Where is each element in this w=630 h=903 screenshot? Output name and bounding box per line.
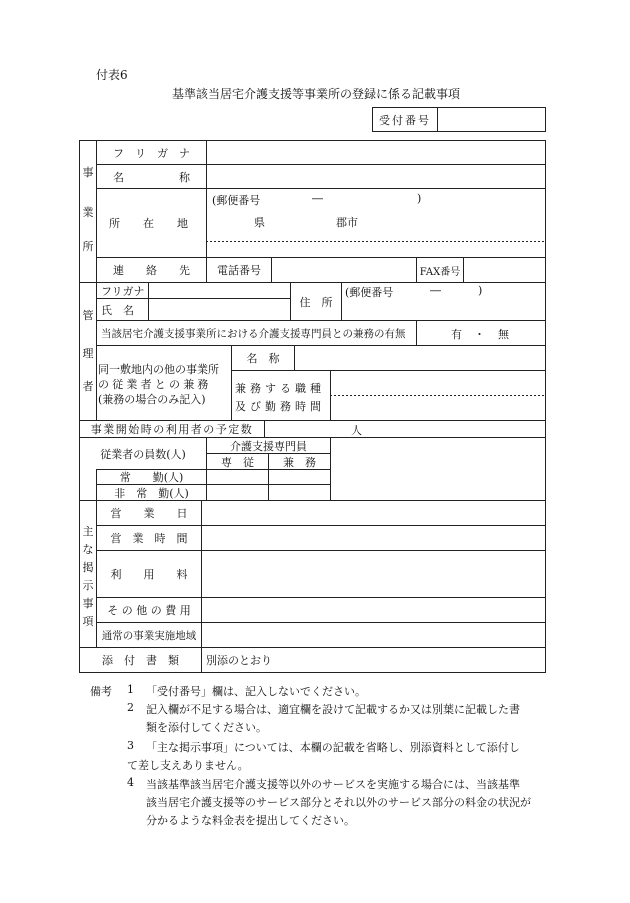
remark-2-text-line1: 記入欄が不足する場合は、適宜欄を設けて記載するか又は別葉に記載した書	[146, 703, 520, 716]
remarks-heading: 備考	[90, 685, 112, 698]
remark-1-number: 1	[127, 683, 134, 696]
business-contact-label: 連 絡 先	[113, 264, 190, 277]
other-business-label-line1: 同一敷地内の他の事業所	[98, 363, 219, 376]
other-costs-field[interactable]	[202, 598, 545, 622]
concurrent-yes-option[interactable]: 有	[451, 328, 462, 341]
planned-users-unit: 人	[351, 424, 362, 437]
concurrent-separator: ・	[474, 328, 485, 341]
remark-4-text-line3: 分かるような料金表を提出してください。	[146, 814, 355, 827]
manager-group-char-3: 者	[82, 380, 94, 393]
notices-group-char-4: 示	[82, 579, 94, 592]
other-business-name-label: 名 称	[246, 352, 280, 365]
remark-3-number: 3	[127, 739, 134, 752]
concurrent-column-header: 兼 務	[283, 455, 316, 469]
manager-furigana-field[interactable]	[149, 283, 290, 298]
manager-name-field[interactable]	[149, 299, 290, 320]
notices-group-char-2: な	[82, 543, 94, 556]
remark-4-text-line2: 該当居宅介護支援等のサービス部分とそれ以外のサービス部分の料金の状況が	[146, 796, 531, 809]
business-postal-dash: ―	[312, 192, 323, 205]
notices-group-char-5: 事	[82, 597, 94, 610]
other-duty-label-line2: 及び勤務時間	[235, 400, 325, 413]
business-postal-label: (郵便番号	[212, 194, 261, 207]
business-postal-close: )	[417, 192, 422, 205]
other-duty-field[interactable]	[331, 371, 545, 420]
manager-address-label: 住 所	[299, 295, 333, 309]
notices-group-char-3: 掲	[82, 561, 94, 574]
business-furigana-field[interactable]	[207, 141, 545, 164]
manager-group-char-2: 理	[82, 347, 94, 360]
fees-field[interactable]	[202, 551, 545, 597]
business-name-field[interactable]	[207, 165, 545, 188]
notices-group-char-1: 主	[82, 525, 94, 538]
business-group-char-1: 事	[82, 166, 94, 179]
manager-postal-label: (郵便番号	[345, 286, 394, 299]
full-time-column-header: 専 従	[221, 455, 254, 469]
business-prefecture: 県	[254, 216, 265, 229]
remark-2-text-line2: 類を添付してください。	[146, 721, 267, 734]
manager-postal-close: )	[478, 284, 483, 297]
concurrent-duty-question: 当該居宅介護支援事業所における介護支援専門員との兼務の有無	[101, 327, 406, 340]
concurrent-no-option[interactable]: 無	[498, 328, 509, 341]
form-number-label: 付表6	[96, 68, 128, 82]
remark-3-text-line1: 「主な掲示事項」については、本欄の記載を省略し、別添資料として添付し	[146, 741, 520, 754]
remark-3-text-line2: て差し支えありません。	[127, 759, 249, 772]
planned-users-label: 事業開始時の利用者の予定数	[90, 423, 254, 436]
business-county-city: 郡市	[336, 216, 358, 229]
business-furigana-label: フ リ ガ ナ	[113, 146, 190, 160]
other-business-name-field[interactable]	[295, 346, 545, 370]
care-manager-header: 介護支援専門員	[230, 439, 307, 453]
other-costs-label: そ の 他 の 費 用	[107, 604, 191, 617]
manager-group-char-1: 管	[82, 309, 94, 322]
receipt-number-label: 受付番号	[379, 114, 431, 127]
attachments-value: 別添のとおり	[206, 654, 272, 667]
part-time-dedicated-field[interactable]	[207, 485, 268, 500]
full-time-concurrent-field[interactable]	[269, 470, 330, 484]
manager-furigana-label: フリガナ	[101, 284, 145, 298]
service-area-field[interactable]	[202, 623, 545, 647]
other-duty-label-line1: 兼務する職種	[235, 382, 325, 395]
manager-address-field[interactable]	[342, 300, 545, 320]
business-hours-label: 営 業 時 間	[110, 532, 188, 545]
other-business-label-line3: (兼務の場合のみ記入)	[98, 393, 206, 406]
full-time-row-label: 常 勤(人)	[119, 471, 184, 484]
service-area-label: 通常の事業実施地域	[101, 629, 197, 642]
business-group-char-3: 所	[82, 240, 94, 253]
remark-4-text-line1: 当該基準該当居宅介護支援等以外のサービスを実施する場合には、当該基準	[146, 778, 520, 791]
receipt-number-field[interactable]	[438, 108, 545, 132]
staff-count-label: 従業者の員数(人)	[100, 447, 186, 461]
full-time-dedicated-field[interactable]	[207, 470, 268, 484]
business-hours-field[interactable]	[202, 526, 545, 550]
business-phone-field[interactable]	[272, 258, 416, 282]
remark-1-text: 「受付番号」欄は、記入しないでください。	[146, 685, 366, 698]
business-days-label: 営 業 日	[110, 507, 188, 520]
business-location-label: 所 在 地	[109, 217, 194, 230]
form-title: 基準該当居宅介護支援等事業所の登録に係る記載事項	[172, 87, 461, 101]
attachments-label: 添 付 書 類	[102, 654, 179, 667]
part-time-concurrent-field[interactable]	[269, 485, 330, 500]
business-fax-label: FAX番号	[419, 266, 461, 278]
manager-name-label: 氏 名	[101, 303, 134, 317]
manager-postal-dash: ―	[430, 284, 441, 297]
other-business-label-line2: の従業者との兼務	[98, 378, 212, 391]
business-address-field[interactable]	[207, 242, 545, 257]
remark-2-number: 2	[127, 701, 134, 714]
business-fax-field[interactable]	[464, 258, 545, 282]
remark-4-number: 4	[127, 776, 134, 789]
business-name-label: 名 称	[113, 170, 190, 184]
business-phone-label: 電話番号	[217, 264, 261, 277]
business-days-field[interactable]	[202, 501, 545, 525]
notices-group-char-6: 項	[82, 615, 94, 628]
fees-label: 利 用 料	[110, 568, 188, 581]
business-group-char-2: 業	[82, 206, 94, 219]
part-time-row-label: 非 常 勤(人)	[114, 486, 189, 500]
